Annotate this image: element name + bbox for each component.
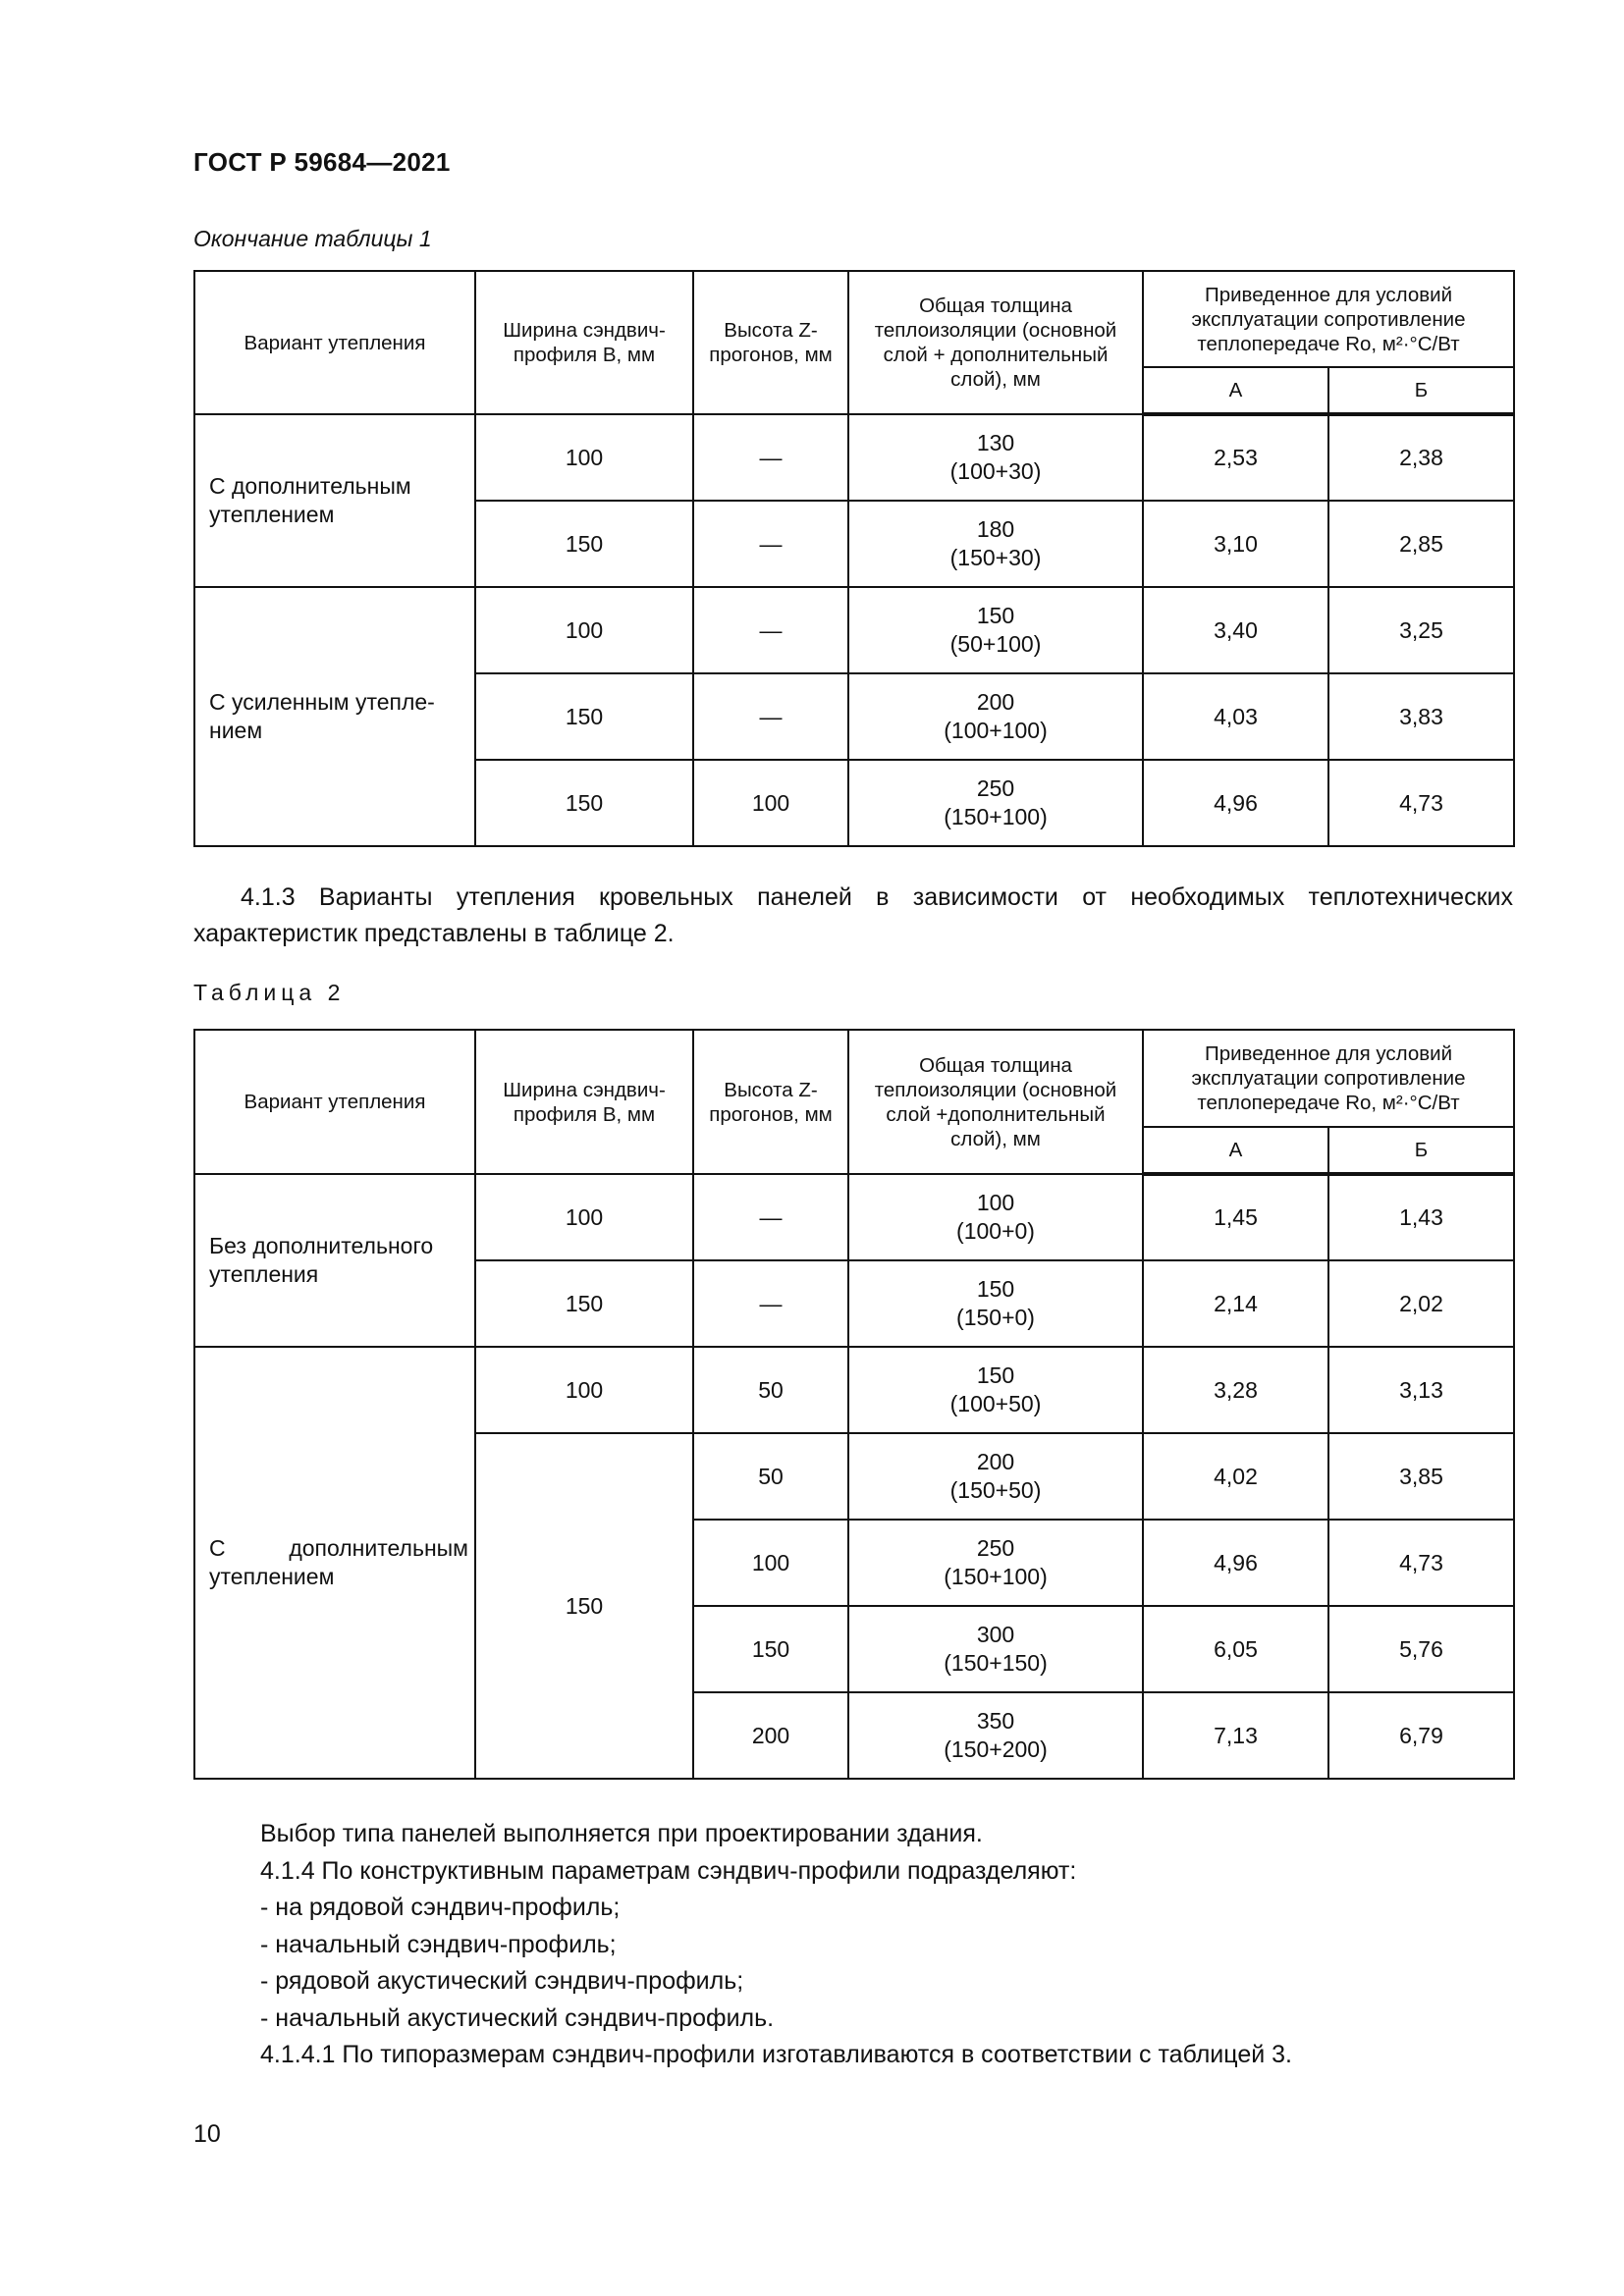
thickness-value: 200	[976, 689, 1015, 715]
table1-header-resistance: Приведенное для условий эксплуатации сопротивление теплопередаче Ro, м²·°С/Вт	[1143, 271, 1514, 367]
table-row	[194, 1174, 1514, 1260]
resistance-b-cell: 4,73	[1328, 760, 1514, 846]
thickness-value: 180	[976, 516, 1015, 542]
z-height-cell: —	[693, 414, 848, 501]
thickness-cell	[848, 673, 1143, 760]
thickness-detail: (100+100)	[944, 718, 1048, 743]
width-cell: 100	[475, 1174, 693, 1260]
resistance-a-cell: 1,45	[1143, 1174, 1328, 1260]
z-height-cell: —	[693, 1174, 848, 1260]
thickness-cell	[848, 1520, 1143, 1606]
z-height-cell: 50	[693, 1433, 848, 1520]
table1-caption: Окончание таблицы 1	[193, 226, 432, 251]
width-cell: 100	[475, 1347, 693, 1433]
table1-variant-cell: С усиленным утепле-нием	[194, 587, 475, 846]
z-height-cell: 100	[693, 1520, 848, 1606]
table1-variant-cell: С дополнительным утеплением	[194, 414, 475, 587]
width-cell: 100	[475, 587, 693, 673]
resistance-a-cell: 3,40	[1143, 587, 1328, 673]
list-item: - начальный акустический сэндвич-профиль.	[260, 2003, 775, 2032]
z-height-cell: —	[693, 673, 848, 760]
thickness-cell	[848, 587, 1143, 673]
z-height-cell: —	[693, 587, 848, 673]
resistance-b-cell: 4,73	[1328, 1520, 1514, 1606]
thickness-detail: (150+100)	[944, 804, 1048, 829]
thickness-value: 350	[976, 1708, 1015, 1734]
thickness-value: 250	[976, 1535, 1015, 1561]
resistance-a-cell: 4,03	[1143, 673, 1328, 760]
thickness-cell	[848, 1174, 1143, 1260]
resistance-a-cell: 2,14	[1143, 1260, 1328, 1347]
thickness-value: 150	[976, 603, 1015, 628]
table2	[193, 1029, 1515, 1780]
thickness-cell	[848, 1692, 1143, 1779]
table2-variant-cell: С дополнительным утеплением	[194, 1347, 475, 1779]
thickness-cell	[848, 1606, 1143, 1692]
thickness-detail: (150+30)	[949, 545, 1042, 570]
width-cell: 150	[475, 673, 693, 760]
table2-header-resistance: Приведенное для условий эксплуатации сопротивление теплопередаче Ro, м²·°С/Вт	[1143, 1030, 1514, 1127]
table1-header-b: Б	[1328, 367, 1514, 414]
thickness-detail: (150+200)	[944, 1736, 1048, 1762]
resistance-a-cell: 2,53	[1143, 414, 1328, 501]
resistance-b-cell: 6,79	[1328, 1692, 1514, 1779]
resistance-a-cell: 4,96	[1143, 1520, 1328, 1606]
thickness-cell	[848, 1347, 1143, 1433]
table1-header-width: Ширина сэндвич-профиля B, мм	[475, 271, 693, 414]
z-height-cell: 50	[693, 1347, 848, 1433]
table-row	[194, 414, 1514, 501]
z-height-cell: —	[693, 1260, 848, 1347]
thickness-detail: (100+30)	[949, 458, 1042, 484]
table1-header-z-height: Высота Z-прогонов, мм	[693, 271, 848, 414]
z-height-cell: 150	[693, 1606, 848, 1692]
thickness-cell	[848, 414, 1143, 501]
table2-header-thickness: Общая толщина теплоизоляции (основной слой +дополнительный слой), мм	[848, 1030, 1143, 1174]
paragraph-4-1-3: 4.1.3 Варианты утепления кровельных панелей в зависимости от необходимых теплотехнических характеристик представлены в таблице 2.	[193, 883, 1513, 947]
width-cell: 150	[475, 760, 693, 846]
table2-variant-cell: Без дополнительного утепления	[194, 1174, 475, 1347]
thickness-detail: (150+100)	[944, 1564, 1048, 1589]
thickness-value: 150	[976, 1276, 1015, 1302]
list-item: - рядовой акустический сэндвич-профиль;	[260, 1967, 744, 1995]
thickness-detail: (100+50)	[949, 1391, 1042, 1416]
document-header: ГОСТ Р 59684—2021	[193, 147, 451, 177]
thickness-value: 130	[976, 430, 1015, 455]
table2-header-variant: Вариант утепления	[194, 1030, 475, 1174]
thickness-detail: (150+150)	[944, 1650, 1048, 1676]
table2-header-width: Ширина сэндвич-профиля B, мм	[475, 1030, 693, 1174]
thickness-value: 200	[976, 1449, 1015, 1474]
resistance-b-cell: 3,85	[1328, 1433, 1514, 1520]
thickness-value: 250	[976, 775, 1015, 801]
resistance-b-cell: 2,85	[1328, 501, 1514, 587]
list-item: - на рядовой сэндвич-профиль;	[260, 1894, 621, 1921]
thickness-detail: (50+100)	[949, 631, 1042, 657]
resistance-a-cell: 7,13	[1143, 1692, 1328, 1779]
width-cell: 150	[475, 1260, 693, 1347]
thickness-cell	[848, 1260, 1143, 1347]
width-cell: 100	[475, 414, 693, 501]
resistance-b-cell: 5,76	[1328, 1606, 1514, 1692]
body-line: Выбор типа панелей выполняется при проектировании здания.	[260, 1820, 983, 1847]
resistance-b-cell: 3,13	[1328, 1347, 1514, 1433]
thickness-value: 100	[976, 1190, 1015, 1215]
thickness-detail: (150+50)	[949, 1477, 1042, 1503]
table1-header-thickness: Общая толщина теплоизоляции (основной слой + дополнительный слой), мм	[848, 271, 1143, 414]
merged-width-cell: 150	[475, 1433, 693, 1779]
page-number: 10	[193, 2120, 221, 2148]
thickness-detail: (100+0)	[956, 1218, 1035, 1244]
body-text	[260, 1816, 1513, 2074]
z-height-cell: —	[693, 501, 848, 587]
resistance-b-cell: 3,25	[1328, 587, 1514, 673]
resistance-a-cell: 3,28	[1143, 1347, 1328, 1433]
resistance-b-cell: 3,83	[1328, 673, 1514, 760]
thickness-cell	[848, 760, 1143, 846]
body-line: 4.1.4.1 По типоразмерам сэндвич-профили изготавливаются в соответствии с таблицей 3.	[260, 2041, 1292, 2068]
table2-header-b: Б	[1328, 1127, 1514, 1174]
list-item: - начальный сэндвич-профиль;	[260, 1930, 617, 1958]
z-height-cell: 100	[693, 760, 848, 846]
table2-header-a: А	[1143, 1127, 1328, 1174]
thickness-value: 150	[976, 1362, 1015, 1388]
table1	[193, 270, 1515, 847]
thickness-cell	[848, 501, 1143, 587]
resistance-a-cell: 4,96	[1143, 760, 1328, 846]
thickness-value: 300	[976, 1622, 1015, 1647]
table2-caption: Таблица 2	[193, 980, 346, 1005]
resistance-b-cell: 1,43	[1328, 1174, 1514, 1260]
resistance-b-cell: 2,02	[1328, 1260, 1514, 1347]
table2-header-z-height: Высота Z-прогонов, мм	[693, 1030, 848, 1174]
resistance-a-cell: 4,02	[1143, 1433, 1328, 1520]
table1-header-a: А	[1143, 367, 1328, 414]
resistance-a-cell: 3,10	[1143, 501, 1328, 587]
resistance-b-cell: 2,38	[1328, 414, 1514, 501]
table-row	[194, 1347, 1514, 1433]
thickness-detail: (150+0)	[956, 1305, 1035, 1330]
width-cell: 150	[475, 501, 693, 587]
thickness-cell	[848, 1433, 1143, 1520]
resistance-a-cell: 6,05	[1143, 1606, 1328, 1692]
table1-header-variant: Вариант утепления	[194, 271, 475, 414]
z-height-cell: 200	[693, 1692, 848, 1779]
table-row	[194, 587, 1514, 673]
body-line: 4.1.4 По конструктивным параметрам сэндвич-профили подразделяют:	[260, 1856, 1077, 1885]
